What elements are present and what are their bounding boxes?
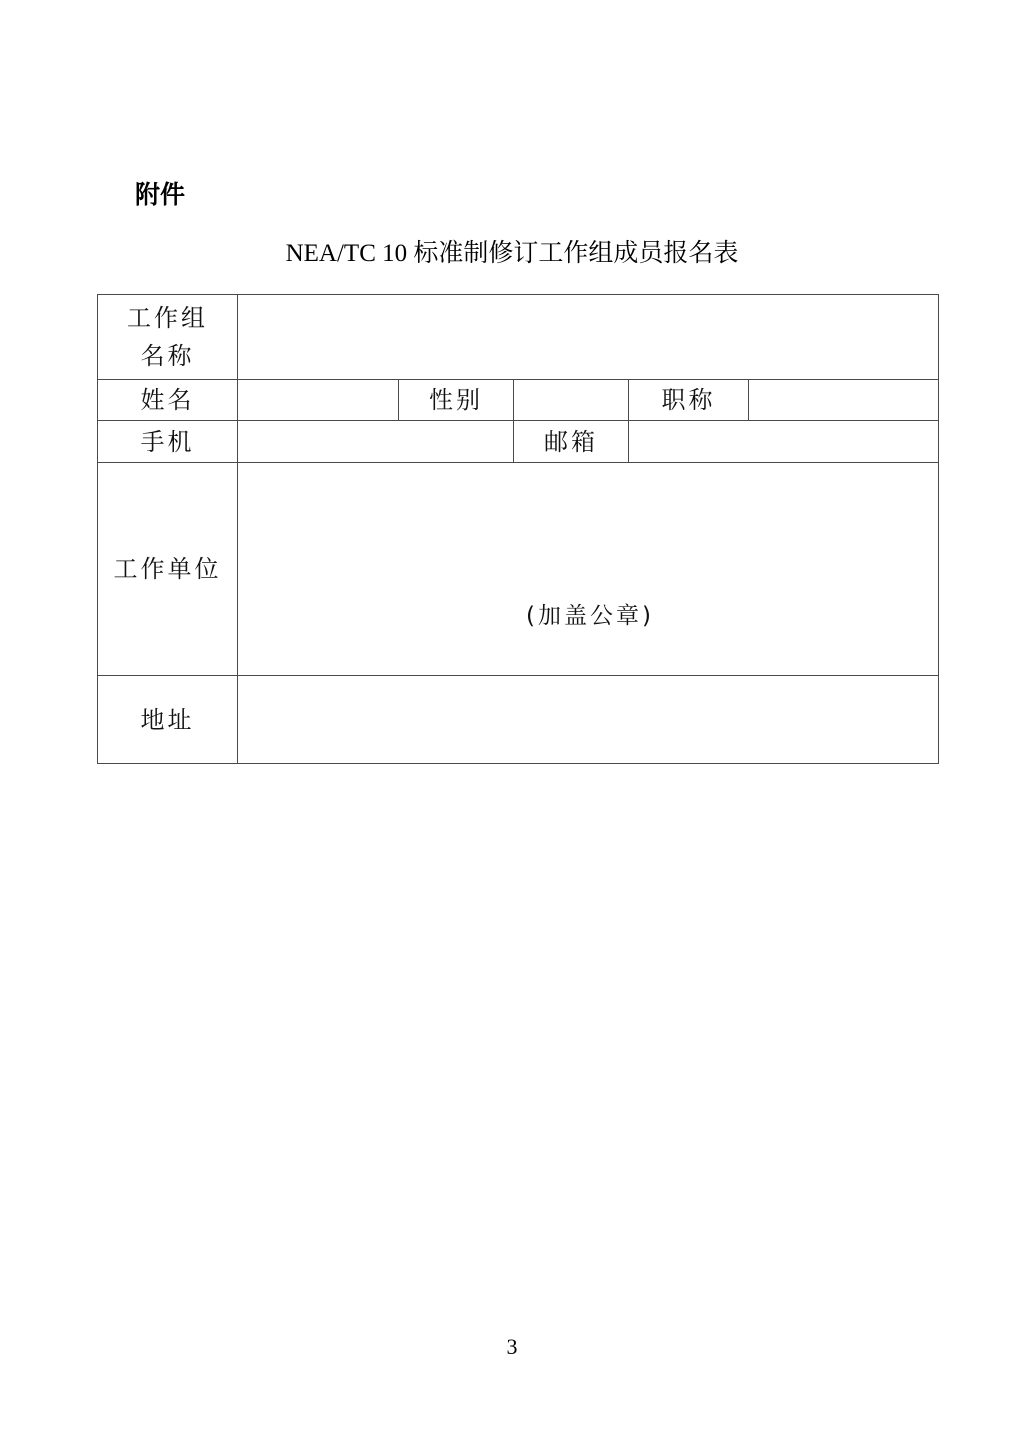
- mobile-label: 手机: [140, 427, 195, 456]
- name-label: 姓名: [140, 386, 195, 414]
- form-title: NEA/TC 10 标准制修订工作组成员报名表: [285, 240, 739, 267]
- group-name-label-line2: 名称: [140, 342, 195, 370]
- page-number: 3: [506, 1334, 518, 1359]
- group-name-label: [98, 295, 237, 379]
- address-label: 地址: [140, 705, 195, 734]
- name-field[interactable]: [238, 380, 398, 420]
- job-title-label: 职称: [661, 386, 716, 414]
- job-title-field[interactable]: [749, 380, 938, 420]
- gender-label: 性别: [429, 386, 483, 414]
- registration-form-table: [97, 294, 939, 764]
- group-name-label-line1: 工作组: [127, 304, 208, 332]
- work-unit-label: 工作单位: [113, 555, 222, 583]
- official-seal-note: (加盖公章): [526, 603, 654, 629]
- email-label: 邮箱: [544, 427, 598, 456]
- group-name-field[interactable]: [238, 295, 938, 379]
- email-field[interactable]: [629, 421, 938, 462]
- mobile-field[interactable]: [238, 421, 513, 462]
- work-unit-field[interactable]: [238, 463, 938, 675]
- gender-field[interactable]: [514, 380, 628, 420]
- address-field[interactable]: [238, 676, 938, 763]
- attachment-label: 附件: [135, 180, 186, 209]
